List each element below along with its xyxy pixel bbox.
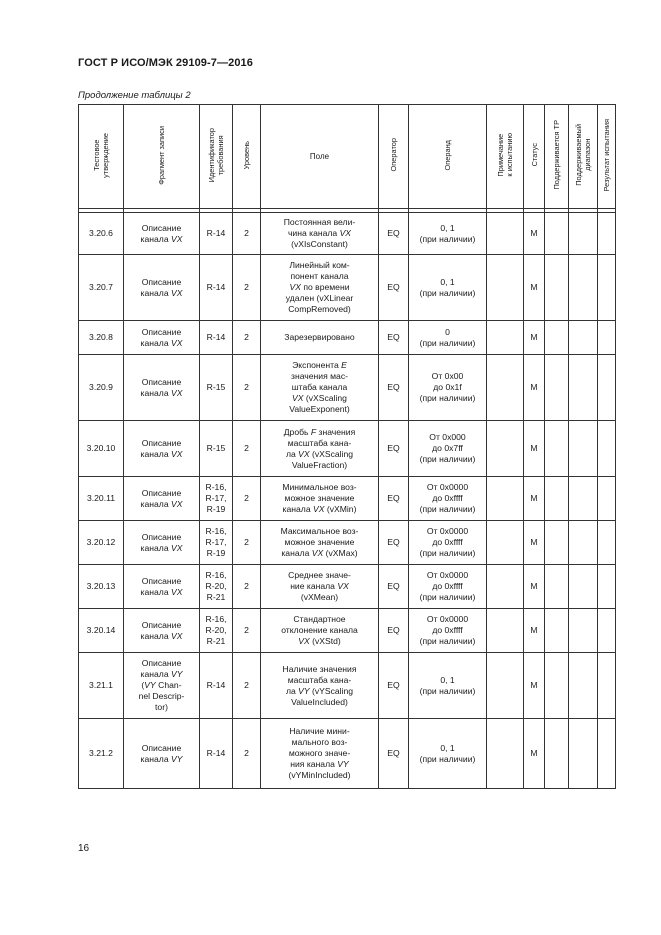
status: M: [524, 565, 545, 609]
test-note: [487, 213, 524, 255]
tp-supported: [545, 213, 569, 255]
table-row: [79, 719, 616, 789]
spec-table: [78, 104, 616, 789]
supported-range: [569, 719, 598, 789]
test-result: [598, 321, 616, 355]
col-header-note: Примечание к испытанию: [487, 105, 524, 209]
table-row: [79, 477, 616, 521]
table-row: [79, 653, 616, 719]
level: 2: [233, 477, 261, 521]
level: 2: [233, 653, 261, 719]
test-result: [598, 653, 616, 719]
operand: От 0x0000 до 0xffff (при наличии): [409, 477, 487, 521]
operator: EQ: [379, 719, 409, 789]
field-name: Зарезервировано: [261, 321, 379, 355]
requirement-id: R-16, R-17, R-19: [200, 521, 233, 565]
tp-supported: [545, 719, 569, 789]
status: M: [524, 653, 545, 719]
record-fragment: Описание канала VX: [124, 609, 200, 653]
level: 2: [233, 421, 261, 477]
status: M: [524, 719, 545, 789]
operator: EQ: [379, 321, 409, 355]
operand: От 0x0000 до 0xffff (при наличии): [409, 609, 487, 653]
status: M: [524, 609, 545, 653]
tp-supported: [545, 521, 569, 565]
status: M: [524, 521, 545, 565]
record-fragment: Описание канала VX: [124, 477, 200, 521]
test-result: [598, 421, 616, 477]
operator: EQ: [379, 521, 409, 565]
status: M: [524, 477, 545, 521]
test-result: [598, 355, 616, 421]
requirement-id: R-16, R-17, R-19: [200, 477, 233, 521]
requirement-id: R-14: [200, 719, 233, 789]
supported-range: [569, 521, 598, 565]
tp-supported: [545, 355, 569, 421]
assertion-id: 3.20.12: [79, 521, 124, 565]
test-note: [487, 719, 524, 789]
field-name: Дробь F значения масштаба кана- ла VX (vXScaling ValueFraction): [261, 421, 379, 477]
operand: От 0x0000 до 0xffff (при наличии): [409, 565, 487, 609]
level: 2: [233, 355, 261, 421]
test-note: [487, 321, 524, 355]
field-name: Максимальное воз- можное значение канала VX (vXMax): [261, 521, 379, 565]
tp-supported: [545, 255, 569, 321]
tp-supported: [545, 477, 569, 521]
level: 2: [233, 719, 261, 789]
tp-supported: [545, 653, 569, 719]
supported-range: [569, 609, 598, 653]
test-result: [598, 477, 616, 521]
level: 2: [233, 609, 261, 653]
tp-supported: [545, 609, 569, 653]
operand: 0, 1 (при наличии): [409, 719, 487, 789]
page-number: 16: [78, 843, 90, 854]
test-note: [487, 477, 524, 521]
operator: EQ: [379, 653, 409, 719]
operand: 0, 1 (при наличии): [409, 653, 487, 719]
col-header-assertion: Тестовое утверждение: [79, 105, 124, 209]
test-note: [487, 255, 524, 321]
requirement-id: R-15: [200, 355, 233, 421]
supported-range: [569, 477, 598, 521]
status: M: [524, 321, 545, 355]
field-name: Линейный ком- понент канала VX по времени удален (vXLinear CompRemoved): [261, 255, 379, 321]
table-row: [79, 565, 616, 609]
tp-supported: [545, 565, 569, 609]
col-header-status: Статус: [524, 105, 545, 209]
field-name: Постоянная вели- чина канала VX (vXIsConstant): [261, 213, 379, 255]
operand: 0, 1 (при наличии): [409, 255, 487, 321]
tp-supported: [545, 321, 569, 355]
assertion-id: 3.21.2: [79, 719, 124, 789]
col-header-tp-supported: Поддерживается ТР: [545, 105, 569, 209]
field-name: Минимальное воз- можное значение канала VX (vXMin): [261, 477, 379, 521]
assertion-id: 3.20.11: [79, 477, 124, 521]
test-note: [487, 421, 524, 477]
test-result: [598, 213, 616, 255]
operand: 0 (при наличии): [409, 321, 487, 355]
record-fragment: Описание канала VX: [124, 421, 200, 477]
col-header-requirement: Идентификатор требования: [200, 105, 233, 209]
requirement-id: R-14: [200, 653, 233, 719]
operator: EQ: [379, 565, 409, 609]
tp-supported: [545, 421, 569, 477]
test-note: [487, 653, 524, 719]
table-row: [79, 609, 616, 653]
supported-range: [569, 421, 598, 477]
table-body: [79, 213, 616, 789]
assertion-id: 3.20.7: [79, 255, 124, 321]
supported-range: [569, 213, 598, 255]
assertion-id: 3.20.6: [79, 213, 124, 255]
level: 2: [233, 565, 261, 609]
test-result: [598, 719, 616, 789]
header-row: [79, 105, 616, 209]
status: M: [524, 421, 545, 477]
status: M: [524, 355, 545, 421]
test-result: [598, 565, 616, 609]
status: M: [524, 255, 545, 321]
col-header-result: Результат испытания: [598, 105, 616, 209]
requirement-id: R-16, R-20, R-21: [200, 565, 233, 609]
operand: 0, 1 (при наличии): [409, 213, 487, 255]
record-fragment: Описание канала VX: [124, 355, 200, 421]
document-title: ГОСТ Р ИСО/МЭК 29109-7—2016: [78, 57, 253, 69]
field-name: Экспонента E значения мас- штаба канала VX (vXScaling ValueExponent): [261, 355, 379, 421]
table-row: [79, 521, 616, 565]
record-fragment: Описание канала VY: [124, 719, 200, 789]
supported-range: [569, 653, 598, 719]
test-note: [487, 565, 524, 609]
test-result: [598, 255, 616, 321]
operator: EQ: [379, 609, 409, 653]
supported-range: [569, 321, 598, 355]
field-name: Стандартное отклонение канала VX (vXStd): [261, 609, 379, 653]
assertion-id: 3.21.1: [79, 653, 124, 719]
record-fragment: Описание канала VY (VY Chan- nel Descrip- tor): [124, 653, 200, 719]
level: 2: [233, 213, 261, 255]
col-header-operator: Оператор: [379, 105, 409, 209]
supported-range: [569, 565, 598, 609]
operator: EQ: [379, 355, 409, 421]
level: 2: [233, 521, 261, 565]
test-note: [487, 521, 524, 565]
assertion-id: 3.20.9: [79, 355, 124, 421]
level: 2: [233, 321, 261, 355]
col-header-range: Поддерживаемый диапазон: [569, 105, 598, 209]
assertion-id: 3.20.14: [79, 609, 124, 653]
table-row: [79, 355, 616, 421]
col-header-level: Уровень: [233, 105, 261, 209]
status: M: [524, 213, 545, 255]
table-row: [79, 255, 616, 321]
requirement-id: R-14: [200, 255, 233, 321]
operator: EQ: [379, 213, 409, 255]
test-note: [487, 355, 524, 421]
record-fragment: Описание канала VX: [124, 521, 200, 565]
col-header-fragment: Фрагмент записи: [124, 105, 200, 209]
field-name: Среднее значе- ние канала VX (vXMean): [261, 565, 379, 609]
requirement-id: R-14: [200, 213, 233, 255]
table-row: [79, 421, 616, 477]
record-fragment: Описание канала VX: [124, 213, 200, 255]
record-fragment: Описание канала VX: [124, 321, 200, 355]
level: 2: [233, 255, 261, 321]
field-name: Наличие значения масштаба кана- ла VY (vYScaling ValueIncluded): [261, 653, 379, 719]
record-fragment: Описание канала VX: [124, 565, 200, 609]
col-header-operand: Операнд: [409, 105, 487, 209]
operator: EQ: [379, 255, 409, 321]
requirement-id: R-14: [200, 321, 233, 355]
assertion-id: 3.20.10: [79, 421, 124, 477]
test-note: [487, 609, 524, 653]
supported-range: [569, 355, 598, 421]
record-fragment: Описание канала VX: [124, 255, 200, 321]
operand: От 0x00 до 0x1f (при наличии): [409, 355, 487, 421]
requirement-id: R-16, R-20, R-21: [200, 609, 233, 653]
col-header-field: Поле: [261, 105, 379, 209]
test-result: [598, 521, 616, 565]
table-row: [79, 213, 616, 255]
supported-range: [569, 255, 598, 321]
requirement-id: R-15: [200, 421, 233, 477]
operand: От 0x0000 до 0xffff (при наличии): [409, 521, 487, 565]
table-caption: Продолжение таблицы 2: [78, 90, 191, 101]
table-row: [79, 321, 616, 355]
assertion-id: 3.20.8: [79, 321, 124, 355]
test-result: [598, 609, 616, 653]
assertion-id: 3.20.13: [79, 565, 124, 609]
operator: EQ: [379, 421, 409, 477]
field-name: Наличие мини- мального воз- можного значе- ния канала VY (vYMinIncluded): [261, 719, 379, 789]
operand: От 0x000 до 0x7ff (при наличии): [409, 421, 487, 477]
operator: EQ: [379, 477, 409, 521]
